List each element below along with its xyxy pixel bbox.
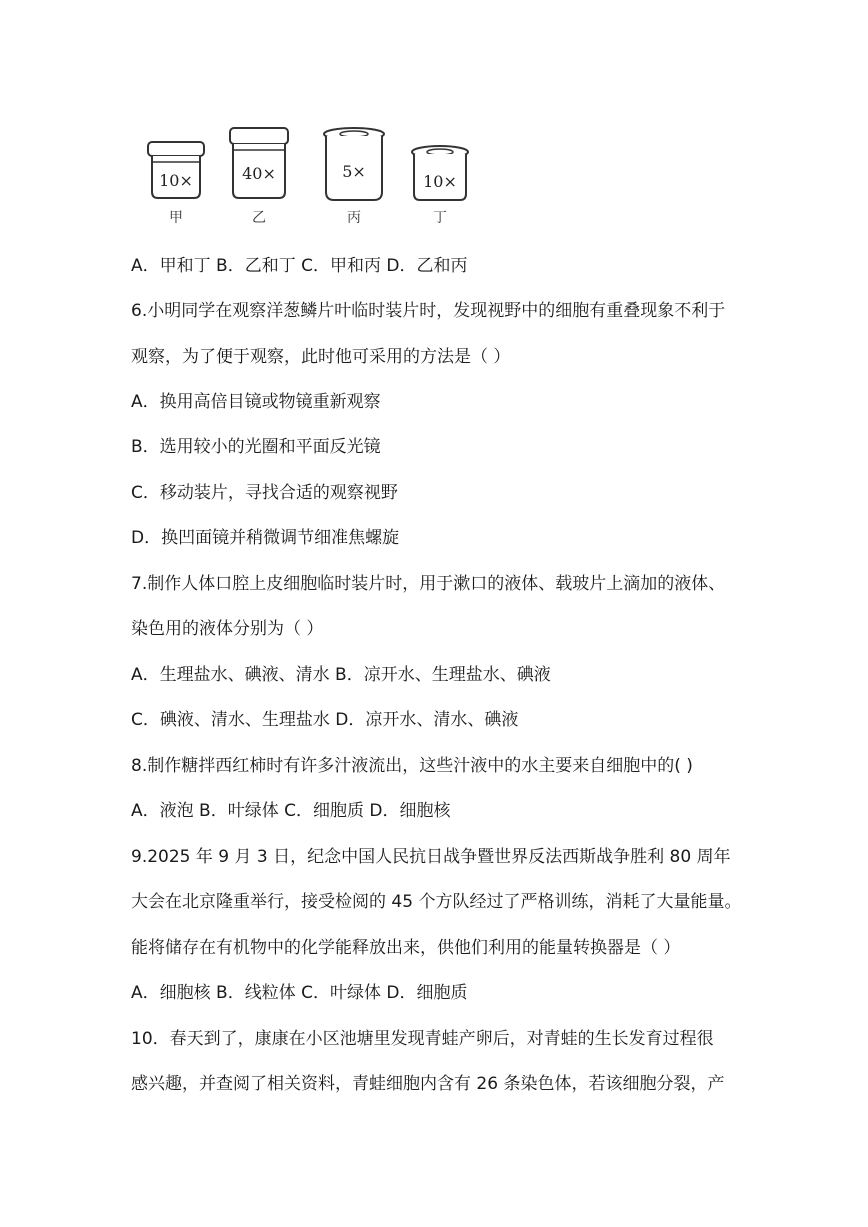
q7-options-ab: A．生理盐水、碘液、清水 B．凉开水、生理盐水、碘液 bbox=[131, 665, 551, 685]
q9-stem-line-3: 能将储存在有机物中的化学能释放出来，供他们利用的能量转换器是（ ） bbox=[131, 938, 681, 958]
q6-option-a: A．换用高倍目镜或物镜重新观察 bbox=[131, 392, 381, 412]
q7-stem-line-2: 染色用的液体分别为（ ） bbox=[131, 619, 324, 639]
q6-option-c: C．移动装片，寻找合适的观察视野 bbox=[131, 483, 398, 503]
lens-bing-caption: 丙 bbox=[347, 210, 361, 226]
lens-ding-mag: 10× bbox=[423, 172, 457, 191]
microscope-lens-figure bbox=[140, 122, 480, 234]
lens-jia bbox=[148, 142, 204, 226]
q9-options: A．细胞核 B．线粒体 C．叶绿体 D．细胞质 bbox=[131, 983, 468, 1003]
q6-option-b: B．选用较小的光圈和平面反光镜 bbox=[131, 437, 381, 457]
lens-ding bbox=[412, 146, 468, 226]
q8-stem: 8.制作糖拌西红柿时有许多汁液流出，这些汁液中的水主要来自细胞中的( ) bbox=[131, 756, 693, 776]
q6-option-d: D．换凹面镜并稍微调节细准焦螺旋 bbox=[131, 528, 400, 548]
q9-stem-line-2: 大会在北京隆重举行，接受检阅的 45 个方队经过了严格训练，消耗了大量能量。 bbox=[131, 892, 742, 912]
q7-options-cd: C．碘液、清水、生理盐水 D．凉开水、清水、碘液 bbox=[131, 710, 519, 730]
q10-stem-line-2: 感兴趣，并查阅了相关资料，青蛙细胞内含有 26 条染色体，若该细胞分裂，产 bbox=[131, 1074, 725, 1094]
lens-jia-mag: 10× bbox=[159, 171, 193, 190]
q9-stem-line-1: 9.2025 年 9 月 3 日，纪念中国人民抗日战争暨世界反法西斯战争胜利 80 周年 bbox=[131, 847, 731, 867]
q5-options: A．甲和丁 B．乙和丁 C．甲和丙 D．乙和丙 bbox=[131, 256, 468, 276]
lens-bing-mag: 5× bbox=[342, 162, 366, 181]
lens-bing bbox=[324, 128, 384, 226]
lens-yi-mag: 40× bbox=[242, 164, 276, 183]
q6-stem-line-2: 观察，为了便于观察，此时他可采用的方法是（ ） bbox=[131, 347, 511, 367]
lens-ding-caption: 丁 bbox=[433, 210, 447, 226]
lens-jia-caption: 甲 bbox=[169, 210, 183, 226]
q8-options: A．液泡 B．叶绿体 C．细胞质 D．细胞核 bbox=[131, 801, 451, 821]
q7-stem-line-1: 7.制作人体口腔上皮细胞临时装片时，用于漱口的液体、载玻片上滴加的液体、 bbox=[131, 574, 726, 594]
q10-stem-line-1: 10．春天到了，康康在小区池塘里发现青蛙产卵后，对青蛙的生长发育过程很 bbox=[131, 1029, 714, 1049]
q6-stem-line-1: 6.小明同学在观察洋葱鳞片叶临时装片时，发现视野中的细胞有重叠现象不利于 bbox=[131, 301, 726, 321]
lens-yi bbox=[230, 128, 288, 226]
lens-yi-caption: 乙 bbox=[252, 210, 266, 226]
